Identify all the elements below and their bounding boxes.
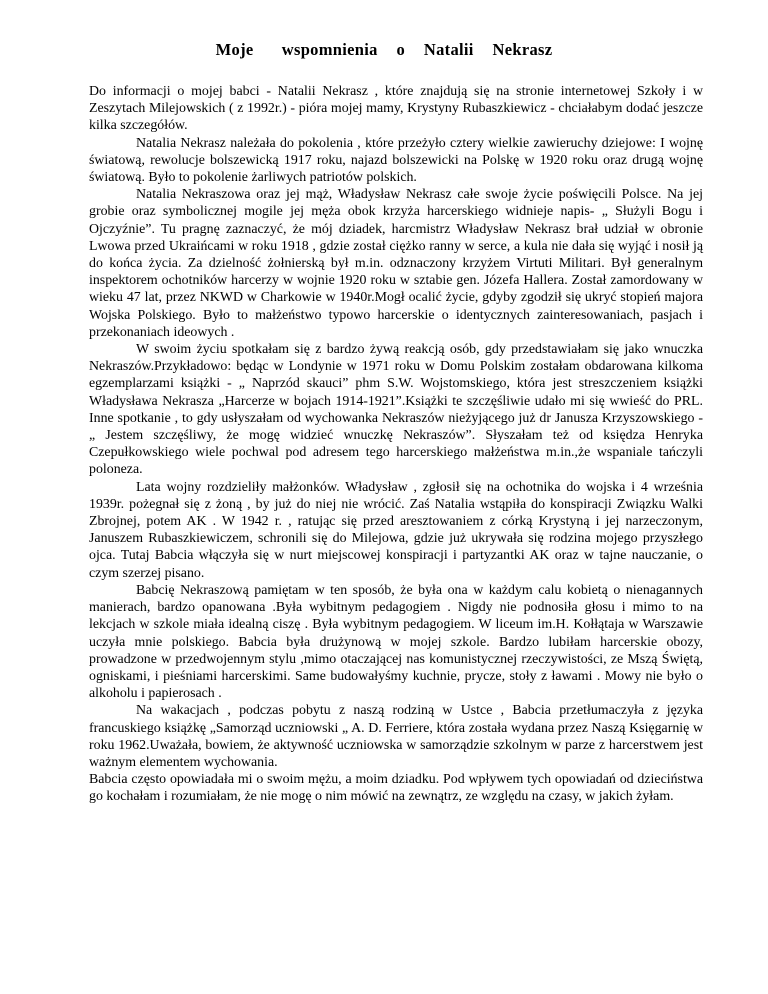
paragraph-war-years: Lata wojny rozdzieliły małżonków. Władysław , zgłosił się na ochotnika do wojska i 4 września 1939r. pożegnał się z żoną , by już do niej nie wrócić. Zaś Natalia wstąpiła do konspiracji Związku Walki Zbrojnej, potem AK . W 1942 r. , ratując się przed aresztowaniem z córką Krystyną i jej narzeczonym, Januszem Rubaszkiewiczem, schronili się do Milejowa, gdzie już ukrywała się rodzina mojego przyszłego ojca. Tutaj Babcia włączyła się w nurt miejscowej konspiracji i partyzantki AK oraz w tajne nauczanie, o czym szerzej pisano. (89, 479, 703, 581)
paragraph-marriage: Natalia Nekraszowa oraz jej mąż, Władysław Nekrasz całe swoje życie poświęcili Polsce. Na jej grobie oraz symbolicznej mogile jej męża obok krzyża harcerskiego widnieje napis- „ Służyli Bogu i Ojczyźnie”. Tu pragnę zaznaczyć, że mój dziadek, harcmistrz Władysław Nekrasz brał udział w obronie Lwowa przed Ukraińcami w roku 1918 , gdzie został ciężko ranny w serce, a kula nie dała się wyjąć i nosił ją do końca życia. Za dzielność żołnierską był m.in. odznaczony krzyżem Virtuti Militari. Był generalnym inspektorem ochotników harcerzy w wojnie 1920 roku w sztabie gen. Józefa Hallera. Został zamordowany w wieku 47 lat, przez NKWD w Charkowie w 1940r.Mogł ocalić życie, gdyby zgodził się ukryć stopień majora Wojska Polskiego. Było to małżeństwo typowo harcerskie o identycznych zainteresowaniach, pasjach i przekonaniach ideowych . (89, 187, 703, 340)
paragraph-closing: Babcia często opowiadała mi o swoim mężu, a moim dziadku. Pod wpływem tych opowiadań od dzieciństwa go kochałam i rozumiałam, że nie mogę o nim mówić na zewnątrz, ze względu na czasy, w jakich żyłam. (89, 772, 703, 805)
document-title: Moje wspomnienia o Natalii Nekrasz (215, 40, 553, 59)
paragraph-translation: Na wakacjach , podczas pobytu z naszą rodziną w Ustce , Babcia przetłumaczyła z języka francuskiego książkę „Samorząd uczniowski „ A. D. Ferriere, która została wydana przez Naszą Księgarnię w roku 1962.Uważała, bowiem, że aktywność uczniowska w samorządzie szkolnym w parze z harcerstwem jest ważnym elementem wychowania. (89, 703, 703, 770)
paragraph-memories: Babcię Nekraszową pamiętam w ten sposób, że była ona w każdym calu kobietą o nienagannych manierach, bardzo opanowana .Była wybitnym pedagogiem . Nigdy nie podnosiła głosu i mimo to na lekcjach w szkole miała idealną ciszę . Była wybitnym pedagogiem. W liceum im.H. Kołłątaja w Warszawie uczyła mnie polskiego. Babcia była drużynową w mojej szkole. Bardzo lubiłam harcerskie obozy, prowadzone w przedwojennym stylu ,mimo otaczającej nas komunistycznej rzeczywistości, ze Mszą Świętą, ogniskami, i pieśniami harcerskimi. Same budowałyśmy kuchnie, prycze, stoły z ławami . Mowy nie było o alkoholu i papierosach . (89, 582, 703, 702)
document-body (89, 83, 703, 806)
paragraph-intro: Do informacji o mojej babci - Natalii Nekrasz , które znajdują się na stronie internetowej Szkoły i w Zeszytach Milejowskich ( z 1992r.) - pióra mojej mamy, Krystyny Rubaszkiewicz - chciałabym dodać jeszcze kilka szczegółów. (89, 84, 703, 134)
paragraph-generation: Natalia Nekrasz należała do pokolenia , które przeżyło cztery wielkie zawieruchy dziejowe: I wojnę światową, rewolucje bolszewicką 1917 roku, najazd bolszewicki na Polskę w 1920 roku oraz drugą wojnę światową. Było to pokolenie żarliwych patriotów polskich. (89, 135, 703, 186)
paragraph-encounters: W swoim życiu spotkałam się z bardzo żywą reakcją osób, gdy przedstawiałam się jako wnuczka Nekraszów.Przykładowo: będąc w Londynie w 1971 roku w Domu Polskim zostałam obdarowana kilkoma egzemplarzami książki - „ Naprzód skauci” phm S.W. Wojstomskiego, która jest streszczeniem książki Władysława Nekrasza „Harcerze w bojach 1914-1921”.Książki te szczęśliwie udało mi się wwieść do PRL. Inne spotkanie , to gdy usłyszałam od wychowanka Nekraszów nieżyjącego już dr Janusza Krzyszowskiego - „ Jestem szczęśliwy, że mogę widzieć wnuczkę Nekraszów”. Słyszałam też od księdza Henryka Czepułkowskiego wiele pochwal pod adresem tego harcerskiego małżeństwa m.in.,że wspaniale tańczyli poloneza. (89, 342, 703, 478)
